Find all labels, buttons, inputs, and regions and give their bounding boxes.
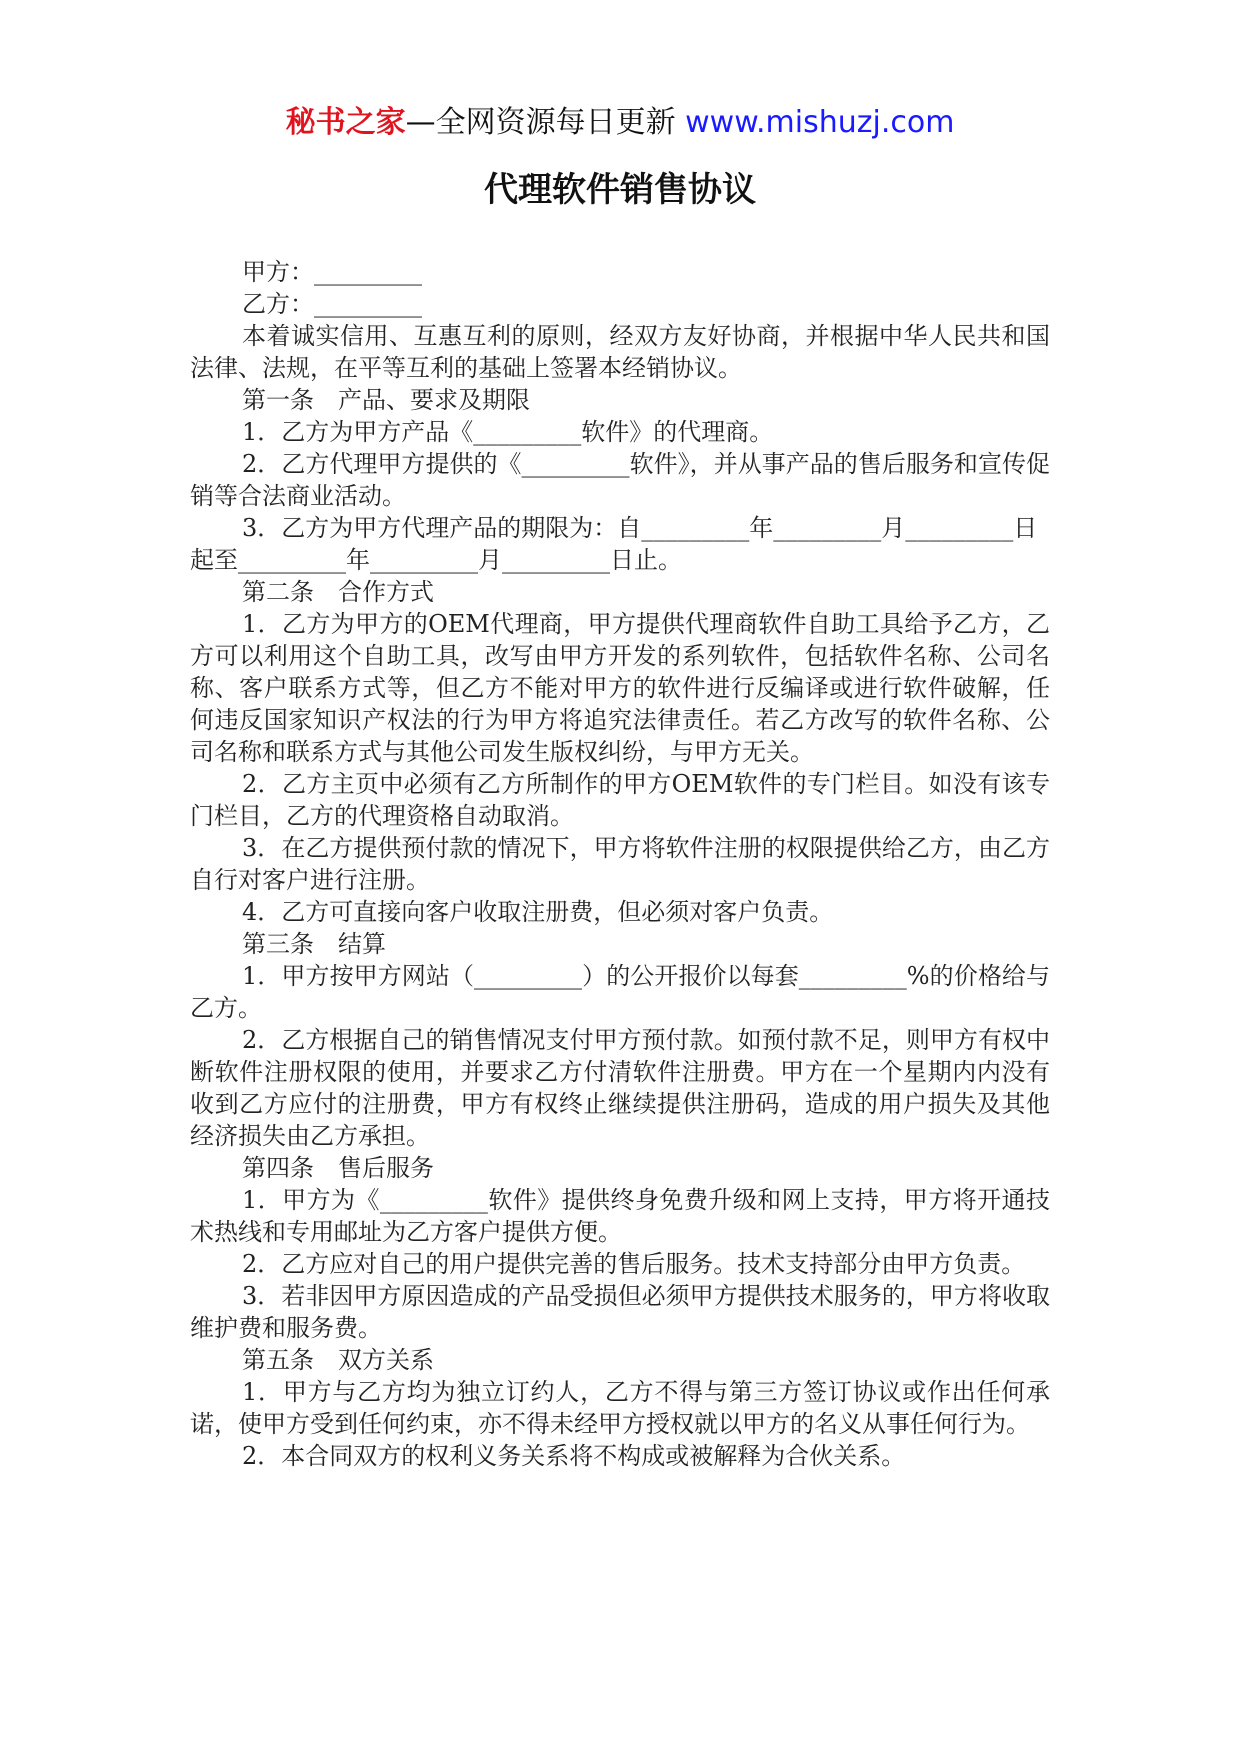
article-4-clause-1: 1．甲方为《_________软件》提供终身免费升级和网上支持，甲方将开通技术热线和专用邮址为乙方客户提供方便。	[190, 1186, 1050, 1246]
article-1-heading: 第一条 产品、要求及期限	[242, 386, 530, 414]
article-5-clause-1: 1．甲方与乙方均为独立订约人，乙方不得与第三方签订协议或作出任何承诺，使甲方受到任何约束，亦不得未经甲方授权就以甲方的名义从事任何行为。	[190, 1378, 1050, 1438]
article-2-heading: 第二条 合作方式	[242, 578, 434, 606]
article-2-clause-1: 1．乙方为甲方的OEM代理商，甲方提供代理商软件自助工具给予乙方，乙方可以利用这个自助工具，改写由甲方开发的系列软件，包括软件名称、公司名称、客户联系方式等，但乙方不能对甲方的软件进行反编译或进行软件破解，任何违反国家知识产权法的行为甲方将追究法律责任。若乙方改写的软件名称、公司名称和联系方式与其他公司发生版权纠纷，与甲方无关。	[190, 610, 1050, 766]
article-4-clause-2: 2．乙方应对自己的用户提供完善的售后服务。技术支持部分由甲方负责。	[242, 1250, 1026, 1278]
article-2-clause-3: 3．在乙方提供预付款的情况下，甲方将软件注册的权限提供给乙方，由乙方自行对客户进行注册。	[190, 834, 1050, 894]
article-3-clause-2: 2．乙方根据自己的销售情况支付甲方预付款。如预付款不足，则甲方有权中断软件注册权限的使用，并要求乙方付清软件注册费。甲方在一个星期内内没有收到乙方应付的注册费，甲方有权终止继续提供注册码，造成的用户损失及其他经济损失由乙方承担。	[190, 1026, 1050, 1150]
article-4-clause-3: 3．若非因甲方原因造成的产品受损但必须甲方提供技术服务的，甲方将收取维护费和服务费。	[190, 1282, 1050, 1342]
document-title: 代理软件销售协议	[484, 170, 756, 210]
document-body	[190, 256, 1050, 1472]
article-1-clause-3: 3．乙方为甲方代理产品的期限为：自_________年_________月_________日起至_________年_________月_________日止。	[190, 514, 1038, 574]
brand-name: 秘书之家	[285, 105, 406, 140]
article-2-clause-2: 2．乙方主页中必须有乙方所制作的甲方OEM软件的专门栏目。如没有该专门栏目，乙方的代理资格自动取消。	[190, 770, 1050, 830]
article-2-clause-4: 4．乙方可直接向客户收取注册费，但必须对客户负责。	[242, 898, 834, 926]
party-a-line: 甲方：_________	[242, 258, 422, 286]
article-1-clause-1: 1．乙方为甲方产品《_________软件》的代理商。	[242, 418, 774, 446]
preamble-paragraph: 本着诚实信用、互惠互利的原则，经双方友好协商，并根据中华人民共和国法律、法规，在平等互利的基础上签署本经销协议。	[190, 322, 1050, 382]
article-4-heading: 第四条 售后服务	[242, 1154, 434, 1182]
banner-tagline: —全网资源每日更新	[405, 105, 676, 140]
article-3-clause-1: 1．甲方按甲方网站（_________）的公开报价以每套_________%的价格给与乙方。	[190, 962, 1050, 1022]
site-banner	[0, 100, 1240, 146]
site-url-link[interactable]: www.mishuzj.com	[685, 105, 955, 140]
article-3-heading: 第三条 结算	[242, 930, 386, 958]
article-5-clause-2: 2．本合同双方的权利义务关系将不构成或被解释为合伙关系。	[242, 1442, 906, 1470]
article-1-clause-2: 2．乙方代理甲方提供的《_________软件》，并从事产品的售后服务和宣传促销等合法商业活动。	[190, 450, 1050, 510]
article-5-heading: 第五条 双方关系	[242, 1346, 434, 1374]
party-b-line: 乙方：_________	[242, 290, 422, 318]
